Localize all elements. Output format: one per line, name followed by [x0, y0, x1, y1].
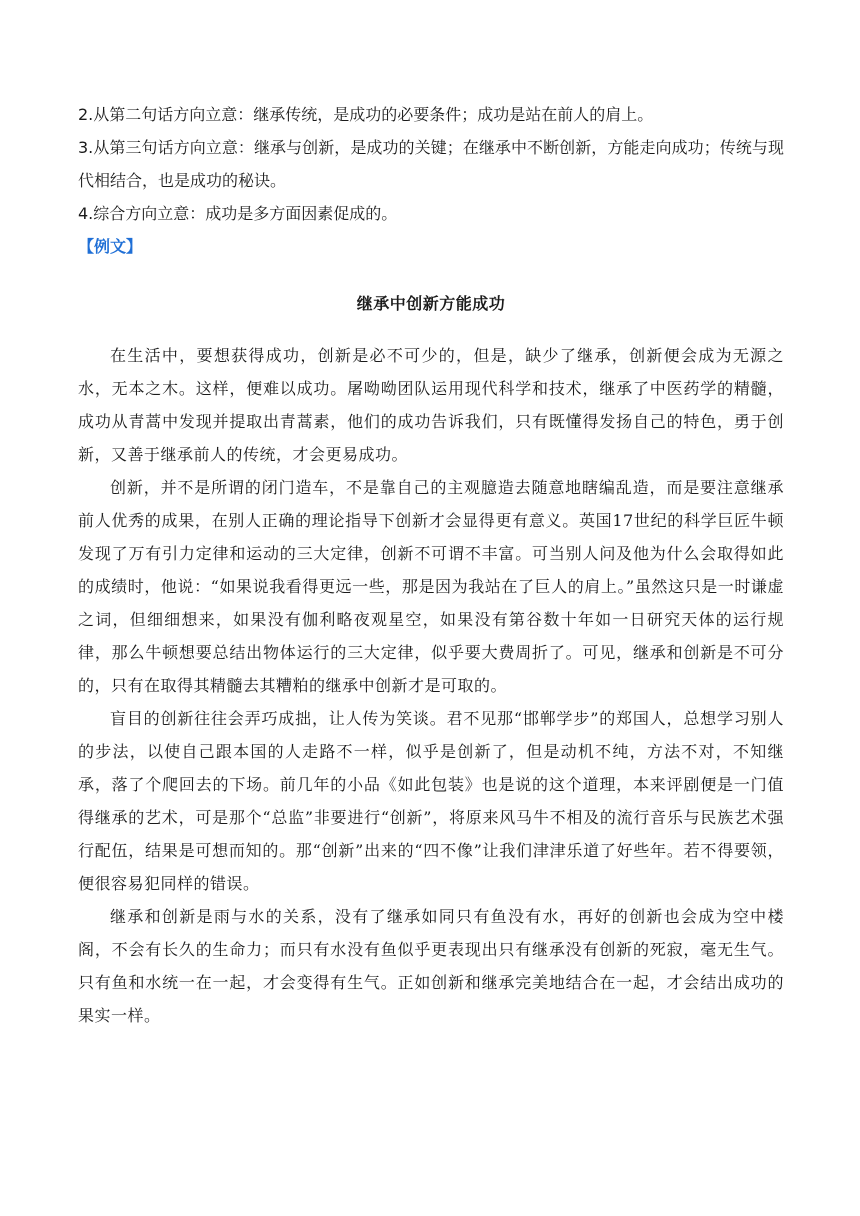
essay-title: 继承中创新方能成功 [356, 294, 506, 313]
essay-paragraph-2: 创新，并不是所谓的闭门造车，不是靠自己的主观臆造去随意地瞎编乱造，而是要注意继承前人优秀的成果，在别人正确的理论指导下创新才会显得更有意义。英国17世纪的科学巨匠牛顿发现了万有引力定律和运动的三大定律，创新不可谓不丰富。可当别人问及他为什么会取得如此的成绩时，他说：“如果说我看得更远一些，那是因为我站在了巨人的肩上。”虽然这只是一时谦虚之词，但细细想来，如果没有伽利略夜观星空，如果没有第谷数十年如一日研究天体的运行规律，那么牛顿想要总结出物体运行的三大定律，似乎要大费周折了。可见，继承和创新是不可分的，只有在取得其精髓去其糟粕的继承中创新才是可取的。 [78, 478, 784, 695]
essay-paragraph-4: 继承和创新是雨与水的关系，没有了继承如同只有鱼没有水，再好的创新也会成为空中楼阁，不会有长久的生命力；而只有水没有鱼似乎更表现出只有继承没有创新的死寂，毫无生气。只有鱼和水统一在一起，才会变得有生气。正如创新和继承完美地结合在一起，才会结出成功的果实一样。 [78, 907, 784, 1025]
essay-paragraph-3: 盲目的创新往往会弄巧成拙，让人传为笑谈。君不见那“邯郸学步”的郑国人，总想学习别人的步法，以使自己跟本国的人走路不一样，似乎是创新了，但是动机不纯，方法不对，不知继承，落了个爬回去的下场。前几年的小品《如此包装》也是说的这个道理，本来评剧便是一门值得继承的艺术，可是那个“总监”非要进行“创新”，将原来风马牛不相及的流行音乐与民族艺术强行配伍，结果是可想而知的。那“创新”出来的“四不像”让我们津津乐道了好些年。若不得要领，便很容易犯同样的错误。 [78, 709, 784, 893]
essay-body [78, 339, 784, 1032]
example-essay-label: 【例文】 [78, 237, 143, 256]
idea-point-2: 2.从第二句话方向立意：继承传统，是成功的必要条件；成功是站在前人的肩上。 [78, 105, 654, 124]
essay-paragraph-1: 在生活中，要想获得成功，创新是必不可少的，但是，缺少了继承，创新便会成为无源之水，无本之木。这样，便难以成功。屠呦呦团队运用现代科学和技术，继承了中医药学的精髓，成功从青蒿中发现并提取出青蒿素，他们的成功告诉我们，只有既懂得发扬自己的特色，勇于创新，又善于继承前人的传统，才会更易成功。 [78, 346, 784, 464]
document-page [78, 98, 784, 1032]
idea-point-3: 3.从第三句话方向立意：继承与创新，是成功的关键；在继承中不断创新，方能走向成功；传统与现代相结合，也是成功的秘诀。 [78, 138, 784, 190]
idea-point-4: 4.综合方向立意：成功是多方面因素促成的。 [78, 204, 398, 223]
